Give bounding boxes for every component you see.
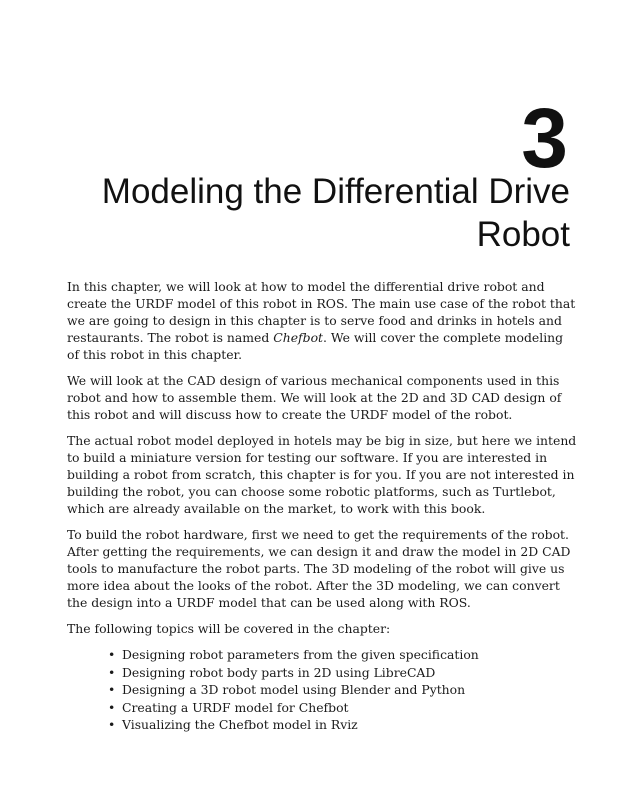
topics-intro: The following topics will be covered in the chapter: (67, 621, 391, 636)
topic-text: Designing robot body parts in 2D using LibreCAD (122, 664, 436, 680)
chapter-title-line-2: Robot (476, 215, 570, 254)
topic-text: Visualizing the Chefbot model in Rviz (122, 717, 358, 732)
topic-text: Designing a 3D robot model using Blender and Python (122, 682, 466, 697)
list-item (108, 699, 577, 717)
robot-name-italic: Chefbot (273, 330, 324, 345)
topics-list (67, 646, 577, 734)
list-item (108, 664, 577, 682)
paragraph-intro-end: . We will cover the complete modeling of this robot in this chapter. (67, 330, 564, 362)
list-item (108, 646, 577, 664)
bullet-icon: • (108, 717, 116, 732)
paragraph-intro (67, 278, 577, 363)
paragraph-cad: We will look at the CAD design of various mechanical components used in this robot and how to assemble them. We will look at the 2D and 3D CAD design of this robot and will discuss how to create the URDF model of the robot. (67, 373, 562, 422)
bullet-icon: • (108, 699, 116, 715)
list-item (108, 716, 577, 734)
bullet-icon: • (108, 664, 116, 680)
chapter-body (67, 278, 577, 734)
topic-text: Designing robot parameters from the given specification (122, 647, 479, 662)
chapter-title (50, 170, 570, 256)
chapter-title-line-1: Modeling the Differential Drive (101, 172, 570, 211)
paragraph-miniature: The actual robot model deployed in hotels may be big in size, but here we intend to build a miniature version for testing our software. If you are interested in building a robot from scratch, this chapter is for you. If you are not interested in building the robot, you can choose some robotic platforms, such as Turtlebot, which are already available on the market, to work with this book. (67, 433, 577, 516)
list-item (108, 681, 577, 699)
paragraph-hardware: To build the robot hardware, first we need to get the requirements of the robot. After getting the requirements, we can design it and draw the model in 2D CAD tools to manufacture the robot parts. The 3D modeling of the robot will give us more idea about the looks of the robot. After the 3D modeling, we can convert the design into a URDF model that can be used along with ROS. (67, 527, 571, 610)
chapter-number: 3 (521, 91, 568, 185)
bullet-icon: • (108, 682, 116, 697)
bullet-icon: • (108, 647, 116, 662)
topic-text: Creating a URDF model for Chefbot (122, 699, 349, 715)
paragraph-intro-text: In this chapter, we will look at how to model the differential drive robot and create the URDF model of this robot in ROS. The main use case of the robot that we are going to design in this chapter is to serve food and drinks in hotels and restaurants. The robot is named (67, 279, 576, 345)
